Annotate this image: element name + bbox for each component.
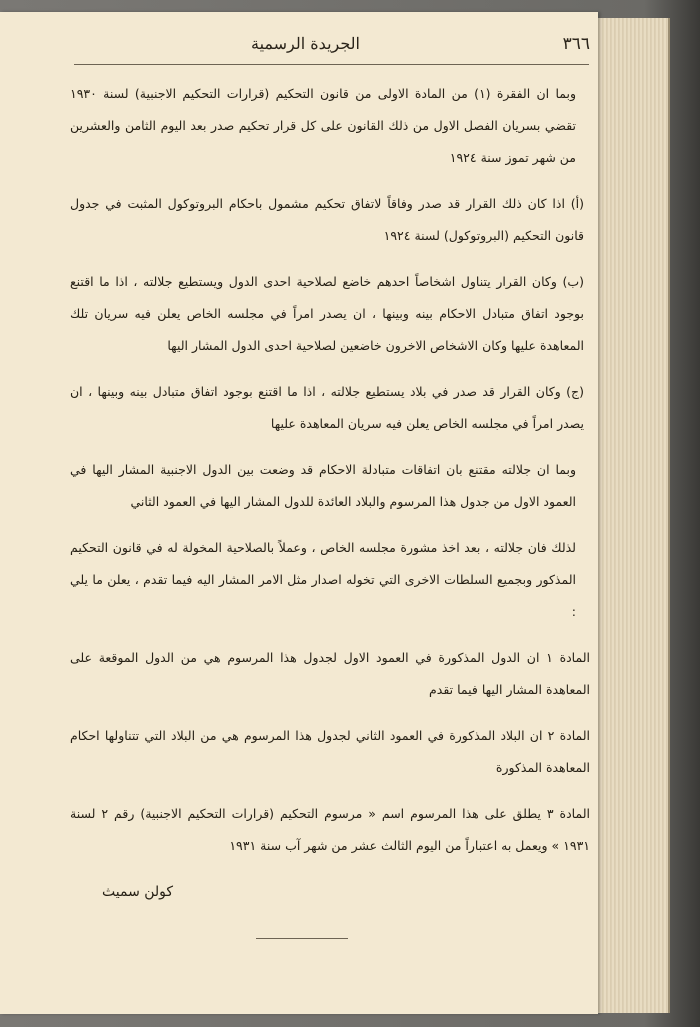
convinced-paragraph: وبما ان جلالته مقتنع بان اتفاقات متبادلة الاحكام قد وضعت بين الدول الاجنبية المشار اليها في العمود الاول من جدول هذا المرسوم والبلاد العائدة للدول المشار اليها في العمود الثاني [70,462,576,509]
intro-paragraph: وبما ان الفقرة (١) من المادة الاولى من قانون التحكيم (قرارات التحكيم الاجنبية) لسنة ١٩٣٠ تقضي بسريان الفصل الاول من ذلك القانون على كل قرار تحكيم صدر بعد اليوم الثامن والعشرين من شهر تموز سنة ١٩٢٤ [70,86,577,165]
page-header [70,30,590,60]
document-page [0,12,598,1014]
running-title: الجريدة الرسمية [250,34,360,53]
article-3: المادة ٣ يطلق على هذا المرسوم اسم « مرسوم التحكيم (قرارات التحكيم الاجنبية) رقم ٢ لسنة ١٩٣١ » ويعمل به اعتباراً من اليوم الثالث عشر من شهر آب سنة ١٩٣١ [70,806,590,853]
page-number: ٣٦٦ [562,34,590,54]
therefore-paragraph: لذلك فان جلالته ، بعد اخذ مشورة مجلسه الخاص ، وعملاً بالصلاحية المخولة له في قانون التحكيم المذكور وبجميع السلطات الاخرى التي تخوله اصدار مثل الامر المشار اليه فيما تقدم ، يعلن ما يلي : [70,540,576,619]
article-2: المادة ٢ ان البلاد المذكورة في العمود الثاني لجدول هذا المرسوم هي من البلاد التي تتناولها احكام المعاهدة المذكورة [70,728,591,775]
footer-divider [256,938,348,939]
signature: كولن سميث [102,884,174,900]
clause-a: (أ) اذا كان ذلك القرار قد صدر وفاقاً لاتفاق تحكيم مشمول باحكام البروتوكول المثبت في جدول قانون التحكيم (البروتوكول) لسنة ١٩٢٤ [70,196,584,243]
document-body [70,78,590,876]
header-divider [74,64,589,65]
article-1: المادة ١ ان الدول المذكورة في العمود الاول لجدول هذا المرسوم هي من الدول الموقعة على المعاهدة المشار اليها فيما تقدم [70,650,590,697]
page-edges [596,18,670,1013]
clause-c: (ج) وكان القرار قد صدر في بلاد يستطيع جلالته ، اذا ما اقتنع بوجود اتفاق متبادل بينه وبينها ، ان يصدر امراً في مجلسه الخاص يعلن فيه سريان المعاهدة عليها [70,384,584,431]
clause-b: (ب) وكان القرار يتناول اشخاصاً احدهم خاضع لصلاحية احدى الدول ويستطيع جلالته ، اذا ما اقتنع بوجود اتفاق متبادل الاحكام بينه وبينها ، ان يصدر امراً في مجلسه الخاص يعلن فيه سريان تلك المعاهدة عليها وكان الاشخاص الاخرون خاضعين لصلاحية احدى الدول المشار اليها [70,274,584,353]
